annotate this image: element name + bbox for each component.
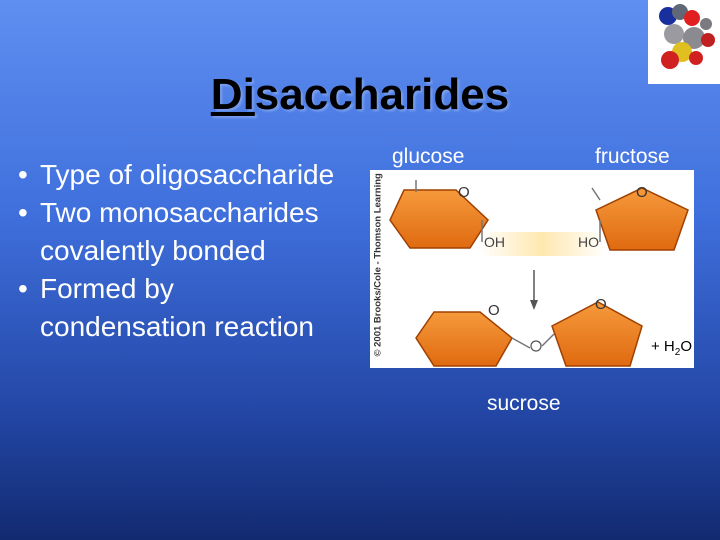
- water-suffix: O: [680, 338, 692, 355]
- glucose-ring-icon: [390, 190, 488, 248]
- bullet-dot: •: [18, 159, 28, 190]
- bullet-item: [18, 194, 338, 270]
- title-underlined-part: Di: [210, 70, 255, 119]
- water-byproduct: [651, 338, 692, 358]
- glucose-label: glucose: [392, 145, 465, 168]
- sucrose-fructose-ring-o: O: [595, 296, 607, 313]
- fructose-label: fructose: [595, 145, 670, 168]
- bullet-dot: •: [18, 273, 28, 304]
- sucrose-glucose-ring-icon: [416, 312, 512, 366]
- arrow-head-icon: [530, 300, 538, 310]
- glycosidic-bond: [512, 338, 530, 348]
- sucrose-label: sucrose: [487, 392, 561, 415]
- title-rest: saccharides: [254, 70, 510, 119]
- bullet-text: Two monosaccharides covalently bonded: [40, 197, 319, 266]
- water-subscript: 2: [674, 347, 681, 358]
- credit-text: © 2001 Brooks/Cole - Thomson Learning: [372, 173, 384, 357]
- bullet-item: [18, 270, 338, 346]
- bullet-item: [18, 156, 338, 194]
- hydroxyl-ho: HO: [578, 234, 599, 250]
- bullet-text: Type of oligosaccharide: [40, 159, 335, 190]
- water-prefix: + H: [651, 338, 675, 355]
- bullet-list: [18, 156, 338, 346]
- hydroxyl-oh: OH: [484, 234, 505, 250]
- slide-title: [0, 70, 720, 120]
- fructose-ring-o: O: [636, 184, 648, 201]
- bullet-text: Formed by condensation reaction: [40, 273, 314, 342]
- sucrose-formation-diagram: [370, 170, 694, 368]
- sucrose-glucose-ring-o: O: [488, 302, 500, 319]
- bridge-oxygen-icon: [531, 341, 541, 351]
- bullet-dot: •: [18, 197, 28, 228]
- glucose-ring-o: O: [458, 184, 470, 201]
